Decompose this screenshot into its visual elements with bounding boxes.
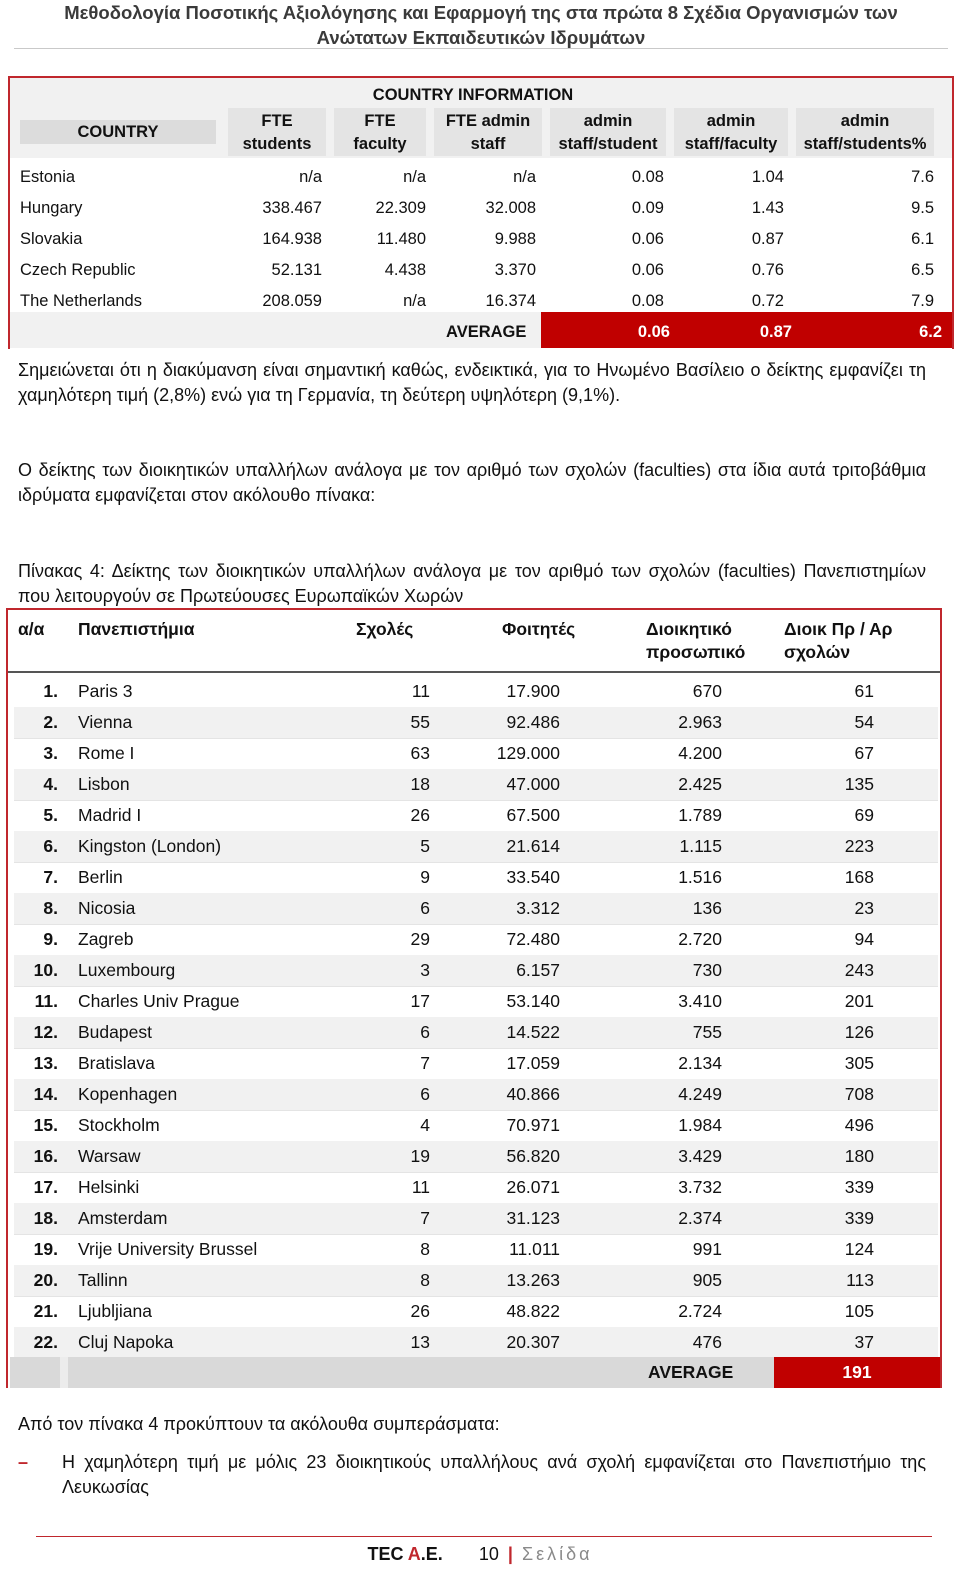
table1-group-title: COUNTRY INFORMATION (372, 86, 574, 104)
paragraph-intro-table4: Ο δείκτης των διοικητικών υπαλλήλων ανάλογα με τον αριθμό των σχολών (faculties) στα ίδια αυτά τριτοβάθμια ιδρύματα εμφανίζεται στον ακόλουθο πίνακα: (18, 460, 926, 505)
table1-average-staff-student: 0.06 (637, 323, 670, 341)
table1-cell-admin-staff-faculty: 1.43 (751, 199, 784, 217)
table2-cell-admin-staff-count: 1.516 (678, 867, 722, 887)
table2-cell-faculties-count: 26 (410, 805, 430, 825)
table2-cell-admin-staff-count: 1.115 (679, 836, 722, 856)
table1-cell-country: Slovakia (20, 230, 83, 248)
table1-cell-admin-staff-student: 0.06 (631, 230, 664, 248)
table2-row (14, 1079, 938, 1111)
table2-cell-row-number: 9. (43, 929, 58, 949)
table2-cell-university-name: Madrid I (78, 805, 142, 825)
table2-cell-admin-staff-count: 3.732 (678, 1177, 722, 1197)
table1-cell-fte-students: 52.131 (271, 261, 322, 279)
paragraph-variance-note: Σημειώνεται ότι η διακύμανση είναι σημαντική καθώς, ενδεικτικά, για το Ηνωμένο Βασίλειο ο δείκτης εμφανίζει τη χαμηλότερη τιμή (2,8%) ενώ για τη Γερμανία, τη δεύτερη υψηλότερη (9,1%). (18, 360, 926, 405)
universities-admin-table (6, 608, 942, 1388)
table2-row (14, 1265, 938, 1297)
table2-cell-faculties-count: 29 (410, 929, 430, 949)
table2-cell-row-number: 12. (33, 1022, 58, 1042)
table1-cell-admin-staff-faculty: 0.76 (751, 261, 784, 279)
table1-header-fte-students-line1: FTE (261, 112, 293, 130)
table2-row (14, 707, 938, 739)
table2-cell-faculties-count: 55 (410, 712, 430, 732)
table2-cell-admin-per-faculty: 135 (844, 774, 874, 794)
table2-cell-students-count: 13.263 (506, 1270, 560, 1290)
table1-cell-fte-students: 164.938 (262, 230, 322, 248)
table2-cell-faculties-count: 13 (410, 1332, 430, 1352)
table2-average-row (10, 1357, 940, 1388)
table2-cell-admin-staff-count: 670 (692, 681, 722, 701)
table1-header-fte-faculty (330, 110, 430, 156)
table2-row (14, 893, 938, 925)
table2-cell-faculties-count: 6 (420, 1084, 430, 1104)
table2-cell-admin-per-faculty: 243 (844, 960, 874, 980)
table2-cell-university-name: Lisbon (78, 774, 130, 794)
table2-cell-row-number: 1. (43, 681, 58, 701)
table2-cell-row-number: 16. (33, 1146, 58, 1166)
table2-cell-students-count: 11.011 (509, 1239, 560, 1259)
table2-cell-faculties-count: 26 (410, 1301, 430, 1321)
table1-cell-fte-students: 208.059 (262, 292, 322, 310)
table1-row (10, 193, 952, 224)
table2-header-universities: Πανεπιστήμια (78, 619, 195, 639)
table1-header-fte-students (224, 110, 330, 156)
table2-cell-admin-per-faculty: 168 (844, 867, 874, 887)
table2-cell-students-count: 6.157 (516, 960, 560, 980)
table2-row (14, 955, 938, 987)
table2-cell-row-number: 2. (43, 712, 58, 732)
table2-cell-row-number: 20. (33, 1270, 58, 1290)
table1-header-fte-admin-staff (430, 110, 546, 156)
table2-cell-students-count: 129.000 (496, 743, 560, 763)
table2-cell-students-count: 92.486 (506, 712, 560, 732)
table2-cell-admin-per-faculty: 113 (846, 1270, 874, 1290)
table2-cell-students-count: 14.522 (506, 1022, 560, 1042)
table2-row (14, 1048, 938, 1080)
table1-header-admin-staff-student-line1: admin (583, 112, 633, 130)
footer-page-number: 10 (478, 1544, 499, 1564)
table1-cell-fte-admin-staff: 9.988 (494, 230, 536, 248)
table2-cell-students-count: 70.971 (506, 1115, 560, 1135)
table2-cell-admin-per-faculty: 201 (844, 991, 874, 1011)
table1-average-highlight (541, 312, 952, 348)
table1-header-admin-staff-students-pct-line1: admin (840, 112, 890, 130)
table4-caption: Πίνακας 4: Δείκτης των διοικητικών υπαλλήλων ανάλογα με τον αριθμό των σχολών (faculties) Πανεπιστημίων που λειτουργούν σε Πρωτεύουσες Ευρωπαϊκών Χωρών (18, 561, 926, 606)
table1-header-admin-staff-faculty-line1: admin (706, 112, 756, 130)
table1-cell-fte-admin-staff: n/a (513, 168, 536, 186)
table1-cell-fte-students: 338.467 (262, 199, 322, 217)
table2-cell-row-number: 14. (33, 1084, 58, 1104)
table2-cell-faculties-count: 17 (410, 991, 430, 1011)
footer-brand-tec: TEC (367, 1544, 404, 1564)
table1-cell-fte-faculty: 22.309 (375, 199, 426, 217)
table2-cell-students-count: 53.140 (506, 991, 560, 1011)
table2-cell-admin-staff-count: 4.200 (678, 743, 722, 763)
table2-cell-students-count: 3.312 (516, 898, 560, 918)
table2-cell-admin-staff-count: 1.789 (678, 805, 722, 825)
table1-cell-admin-staff-faculty: 1.04 (751, 168, 784, 186)
table2-cell-row-number: 21. (33, 1301, 58, 1321)
table2-header-admin-line1: Διοικητικό (646, 619, 732, 639)
table2-row (14, 831, 938, 863)
table2-row (14, 800, 938, 832)
table2-cell-admin-staff-count: 2.374 (678, 1208, 722, 1228)
table2-cell-faculties-count: 63 (410, 743, 430, 763)
table2-cell-admin-staff-count: 2.720 (678, 929, 722, 949)
table2-cell-students-count: 20.307 (506, 1332, 560, 1352)
table2-cell-faculties-count: 6 (420, 1022, 430, 1042)
table2-cell-admin-per-faculty: 124 (844, 1239, 874, 1259)
table1-cell-admin-staff-faculty: 0.72 (751, 292, 784, 310)
table2-cell-university-name: Zagreb (78, 929, 134, 949)
table1-header-fte-admin-staff-line1: FTE admin (445, 112, 531, 130)
table2-cell-students-count: 17.900 (506, 681, 560, 701)
table2-cell-row-number: 8. (43, 898, 58, 918)
table2-cell-admin-per-faculty: 23 (854, 898, 874, 918)
footer-divider (36, 1536, 932, 1537)
table2-cell-university-name: Ljubljiana (78, 1301, 152, 1321)
table2-cell-students-count: 26.071 (506, 1177, 560, 1197)
table2-cell-admin-per-faculty: 105 (844, 1301, 874, 1321)
table1-cell-admin-staff-student: 0.08 (631, 168, 664, 186)
table2-cell-university-name: Vrije University Brussel (78, 1239, 258, 1259)
table2-cell-admin-staff-count: 2.724 (678, 1301, 722, 1321)
table2-cell-students-count: 31.123 (506, 1208, 560, 1228)
bullet-conclusion-text: Η χαμηλότερη τιμή με μόλις 23 διοικητικούς υπαλλήλους ανά σχολή εμφανίζεται στο Πανεπιστήμιο της Λευκωσίας (62, 1452, 926, 1497)
table2-cell-admin-per-faculty: 339 (844, 1177, 874, 1197)
table2-cell-faculties-count: 7 (420, 1208, 430, 1228)
table2-average-value: 191 (774, 1357, 940, 1388)
table2-average-label: AVERAGE (648, 1362, 734, 1382)
table2-cell-university-name: Tallinn (78, 1270, 128, 1290)
table2-cell-faculties-count: 8 (420, 1270, 430, 1290)
table2-cell-admin-staff-count: 905 (692, 1270, 722, 1290)
table2-cell-admin-staff-count: 136 (692, 898, 722, 918)
table2-cell-students-count: 33.540 (506, 867, 560, 887)
bullet-dash: – (18, 1452, 29, 1472)
table2-cell-university-name: Helsinki (78, 1177, 140, 1197)
table2-cell-university-name: Stockholm (78, 1115, 160, 1135)
table2-cell-row-number: 4. (43, 774, 58, 794)
table2-cell-faculties-count: 7 (420, 1053, 430, 1073)
table2-cell-faculties-count: 18 (410, 774, 430, 794)
table2-cell-admin-staff-count: 3.410 (678, 991, 722, 1011)
table1-cell-admin-staff-students-pct: 7.6 (911, 168, 934, 186)
table2-row (14, 1017, 938, 1049)
header-title-line1: Μεθοδολογία Ποσοτικής Αξιολόγησης και Εφαρμογή της στα πρώτα 8 Σχέδια Οργανισμών των (64, 2, 898, 23)
table2-row (14, 986, 938, 1018)
table2-row (14, 862, 938, 894)
table2-cell-students-count: 40.866 (506, 1084, 560, 1104)
table1-cell-country: Hungary (20, 199, 83, 217)
table2-cell-admin-staff-count: 3.429 (678, 1146, 722, 1166)
table1-cell-fte-admin-staff: 16.374 (485, 292, 536, 310)
table2-cell-row-number: 11. (34, 991, 58, 1011)
table2-cell-admin-per-faculty: 37 (854, 1332, 874, 1352)
table2-header-divider (8, 671, 940, 673)
table2-row (14, 1234, 938, 1266)
table2-average-stripe (60, 1357, 68, 1388)
table1-cell-fte-faculty: 11.480 (376, 230, 426, 248)
table2-cell-students-count: 17.059 (506, 1053, 560, 1073)
table1-cell-fte-faculty: 4.438 (384, 261, 426, 279)
table2-header-ratio-line1: Διοικ Πρ / Αρ (784, 619, 893, 639)
table1-header-fte-admin-staff-line2: staff (470, 135, 506, 153)
table2-cell-admin-per-faculty: 61 (854, 681, 874, 701)
table2-row (14, 924, 938, 956)
table2-cell-admin-per-faculty: 69 (854, 805, 874, 825)
table1-cell-fte-faculty: n/a (403, 168, 426, 186)
table2-cell-students-count: 56.820 (506, 1146, 560, 1166)
table2-row (14, 1141, 938, 1173)
table1-cell-admin-staff-students-pct: 9.5 (911, 199, 934, 217)
table2-cell-admin-per-faculty: 339 (844, 1208, 874, 1228)
table2-cell-admin-per-faculty: 54 (854, 712, 874, 732)
table1-cell-country: Estonia (20, 168, 76, 186)
table1-cell-fte-faculty: n/a (403, 292, 426, 310)
table2-row (14, 738, 938, 770)
table1-average-staff-students-pct: 6.2 (919, 323, 942, 341)
table2-cell-faculties-count: 6 (420, 898, 430, 918)
table2-cell-admin-staff-count: 991 (692, 1239, 722, 1259)
table1-cell-country: The Netherlands (20, 292, 142, 310)
table2-cell-admin-staff-count: 755 (692, 1022, 722, 1042)
table2-cell-admin-staff-count: 730 (692, 960, 722, 980)
table2-cell-faculties-count: 9 (420, 867, 430, 887)
table1-cell-admin-staff-student: 0.08 (631, 292, 664, 310)
table2-row (14, 1172, 938, 1204)
table2-cell-row-number: 7. (43, 867, 58, 887)
table2-header-ratio-line2: σχολών (784, 642, 851, 662)
footer-brand-a: A (407, 1544, 421, 1564)
table2-cell-faculties-count: 11 (411, 681, 430, 701)
table2-cell-admin-per-faculty: 496 (844, 1115, 874, 1135)
table2-cell-row-number: 15. (33, 1115, 58, 1135)
table1-header-admin-staff-faculty (670, 110, 792, 156)
page-footer (0, 1541, 960, 1567)
table2-cell-faculties-count: 3 (420, 960, 430, 980)
table1-cell-admin-staff-students-pct: 6.1 (911, 230, 934, 248)
table2-row (14, 1327, 938, 1359)
table2-row (14, 1110, 938, 1142)
table1-average-staff-faculty: 0.87 (759, 323, 792, 341)
table2-row (14, 676, 938, 708)
table2-cell-faculties-count: 19 (410, 1146, 430, 1166)
table2-cell-faculties-count: 8 (420, 1239, 430, 1259)
footer-page-word: Σελίδα (521, 1544, 593, 1564)
table1-header-admin-staff-student (546, 110, 670, 156)
table1-cell-fte-students: n/a (299, 168, 322, 186)
table2-cell-university-name: Rome I (78, 743, 135, 763)
table2-cell-university-name: Cluj Napoka (78, 1332, 174, 1352)
table2-cell-university-name: Vienna (78, 712, 133, 732)
table2-cell-row-number: 17. (33, 1177, 58, 1197)
table2-cell-university-name: Charles Univ Prague (78, 991, 240, 1011)
table2-cell-row-number: 18. (33, 1208, 58, 1228)
table2-cell-university-name: Paris 3 (78, 681, 133, 701)
table2-cell-university-name: Warsaw (78, 1146, 141, 1166)
table2-cell-university-name: Berlin (78, 867, 123, 887)
country-information-table (8, 76, 954, 349)
footer-brand (367, 1544, 442, 1564)
table2-cell-admin-staff-count: 2.963 (678, 712, 722, 732)
table2-cell-admin-per-faculty: 223 (844, 836, 874, 856)
table2-cell-admin-per-faculty: 94 (854, 929, 874, 949)
table1-row (10, 224, 952, 255)
table1-cell-fte-admin-staff: 32.008 (485, 199, 536, 217)
table2-row (14, 1203, 938, 1235)
table2-header-students: Φοιτητές (502, 619, 576, 639)
table1-cell-admin-staff-student: 0.06 (631, 261, 664, 279)
table1-header-admin-staff-students-pct-line2: staff/students% (803, 135, 927, 153)
table2-cell-admin-staff-count: 1.984 (678, 1115, 722, 1135)
paragraph-conclusions: Από τον πίνακα 4 προκύπτουν τα ακόλουθα συμπεράσματα: (18, 1414, 500, 1434)
table2-cell-students-count: 67.500 (506, 805, 560, 825)
table2-cell-university-name: Kopenhagen (78, 1084, 178, 1104)
table1-header-admin-staff-students-pct (792, 110, 938, 156)
table1-cell-admin-staff-students-pct: 7.9 (911, 292, 934, 310)
footer-separator: | (507, 1544, 513, 1564)
table2-cell-admin-per-faculty: 305 (844, 1053, 874, 1073)
table2-cell-admin-per-faculty: 67 (854, 743, 874, 763)
table2-cell-row-number: 3. (43, 743, 58, 763)
table2-cell-row-number: 19. (33, 1239, 58, 1259)
table1-row (10, 255, 952, 286)
table2-cell-students-count: 21.614 (506, 836, 560, 856)
table1-row (10, 162, 952, 193)
table2-cell-university-name: Nicosia (78, 898, 136, 918)
table2-cell-faculties-count: 11 (411, 1177, 430, 1197)
table2-cell-admin-per-faculty: 126 (844, 1022, 874, 1042)
table1-header-fte-faculty-line1: FTE (364, 112, 396, 130)
table2-cell-university-name: Bratislava (78, 1053, 155, 1073)
table2-cell-row-number: 5. (43, 805, 58, 825)
page-header (14, 0, 948, 49)
table1-header-admin-staff-faculty-line2: staff/faculty (684, 135, 778, 153)
table2-cell-university-name: Luxembourg (78, 960, 176, 980)
table2-cell-row-number: 22. (33, 1332, 58, 1352)
table2-cell-students-count: 47.000 (506, 774, 560, 794)
table2-cell-faculties-count: 5 (420, 836, 430, 856)
table1-cell-admin-staff-students-pct: 6.5 (911, 261, 934, 279)
table1-cell-admin-staff-faculty: 0.87 (751, 230, 784, 248)
table2-header-num: α/α (18, 619, 45, 639)
table2-cell-admin-staff-count: 2.425 (678, 774, 722, 794)
table2-cell-row-number: 6. (43, 836, 58, 856)
table1-header-country: COUNTRY (20, 120, 216, 144)
table1-cell-admin-staff-student: 0.09 (631, 199, 664, 217)
table2-cell-admin-staff-count: 4.249 (678, 1084, 722, 1104)
table1-average-row (10, 312, 952, 348)
table2-cell-row-number: 10. (33, 960, 58, 980)
table2-row (14, 1296, 938, 1328)
table2-cell-faculties-count: 4 (420, 1115, 430, 1135)
footer-brand-e: .E. (420, 1544, 443, 1564)
table1-average-label: AVERAGE (446, 323, 527, 341)
table2-cell-admin-staff-count: 476 (692, 1332, 722, 1352)
table2-cell-university-name: Kingston (London) (78, 836, 222, 856)
table1-header-fte-students-line2: students (242, 135, 312, 153)
table2-cell-admin-staff-count: 2.134 (678, 1053, 722, 1073)
table2-cell-row-number: 13. (33, 1053, 58, 1073)
table1-header-admin-staff-student-line2: staff/student (558, 135, 658, 153)
table2-cell-admin-per-faculty: 708 (844, 1084, 874, 1104)
table2-cell-admin-per-faculty: 180 (844, 1146, 874, 1166)
table2-header-faculties: Σχολές (356, 619, 414, 639)
table1-header-fte-faculty-line2: faculty (353, 135, 407, 153)
header-title-line2: Ανώτατων Εκπαιδευτικών Ιδρυμάτων (316, 27, 646, 48)
table2-row (14, 769, 938, 801)
table2-cell-students-count: 72.480 (506, 929, 560, 949)
table2-cell-university-name: Amsterdam (78, 1208, 168, 1228)
table2-cell-university-name: Budapest (78, 1022, 152, 1042)
table1-cell-fte-admin-staff: 3.370 (494, 261, 536, 279)
table2-header-admin-line2: προσωπικό (646, 642, 746, 662)
table1-cell-country: Czech Republic (20, 261, 136, 279)
table2-cell-students-count: 48.822 (506, 1301, 560, 1321)
